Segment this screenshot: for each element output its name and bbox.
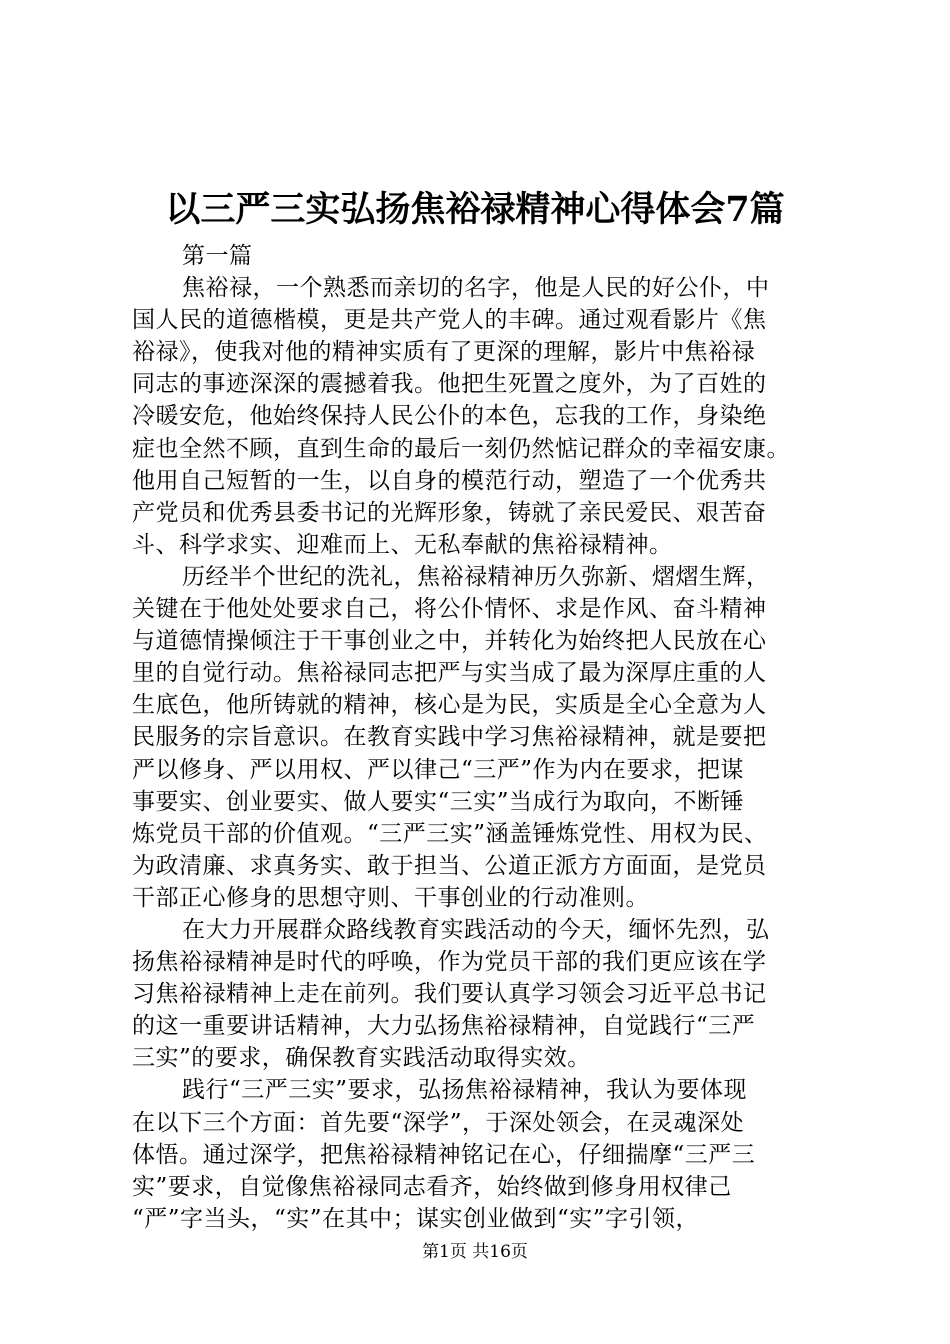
text-line: 历经半个世纪的洗礼，焦裕禄精神历久弥新、熠熠生辉， [182,563,770,590]
text-line: 同志的事迹深深的震撼着我。他把生死置之度外，为了百姓的 [132,371,767,398]
text-line: 冷暖安危，他始终保持人民公仆的本色，忘我的工作，身染绝 [132,403,767,430]
text-line: 习焦裕禄精神上走在前列。我们要认真学习领会习近平总书记 [132,981,767,1008]
text-line: 体悟。通过深学，把焦裕禄精神铭记在心，仔细揣摩“三严三 [132,1141,756,1168]
text-line: 干部正心修身的思想守则、干事创业的行动准则。 [132,884,649,911]
text-line: 在以下三个方面：首先要“深学”，于深处领会，在灵魂深处 [132,1109,745,1136]
text-line: 里的自觉行动。焦裕禄同志把严与实当成了最为深厚庄重的人 [132,660,767,687]
text-line: 焦裕禄，一个熟悉而亲切的名字，他是人民的好公仆，中 [182,275,770,302]
text-line: 实”要求，自觉像焦裕禄同志看齐，始终做到修身用权律己 [132,1173,732,1200]
text-line: 炼党员干部的价值观。“三严三实”涵盖锤炼党性、用权为民、 [132,820,768,847]
text-line: “严”字当头，“实”在其中；谋实创业做到“实”字引领， [132,1205,700,1232]
text-line: 在大力开展群众路线教育实践活动的今天，缅怀先烈，弘 [182,916,770,943]
text-line: 国人民的道德楷模，更是共产党人的丰碑。通过观看影片《焦 [132,307,767,334]
text-line: 他用自己短暂的一生，以自身的模范行动，塑造了一个优秀共 [132,467,767,494]
text-line: 扬焦裕禄精神是时代的呼唤，作为党员干部的我们更应该在学 [132,949,767,976]
document-title: 以三严三实弘扬焦裕禄精神心得体会7篇 [165,189,785,230]
text-line: 第一篇 [182,243,253,269]
text-line: 斗、科学求实、迎难而上、无私奉献的焦裕禄精神。 [132,531,673,558]
text-line: 裕禄》，使我对他的精神实质有了更深的理解，影片中焦裕禄 [132,339,755,366]
text-line: 的这一重要讲话精神，大力弘扬焦裕禄精神，自觉践行“三严 [132,1013,756,1040]
text-line: 关键在于他处处要求自己，将公仆情怀、求是作风、奋斗精神 [132,596,767,623]
text-line: 事要实、创业要实、做人要实“三实”当成行为取向，不断锤 [132,788,745,815]
text-line: 三实”的要求，确保教育实践活动取得实效。 [132,1045,591,1072]
text-line: 与道德情操倾注于干事创业之中，并转化为始终把人民放在心 [132,628,767,655]
text-line: 为政清廉、求真务实、敢于担当、公道正派方方面面，是党员 [132,852,767,879]
text-line: 民服务的宗旨意识。在教育实践中学习焦裕禄精神，就是要把 [132,724,767,751]
document-body [132,240,832,1235]
text-line: 产党员和优秀县委书记的光辉形象，铸就了亲民爱民、艰苦奋 [132,499,767,526]
text-line: 践行“三严三实”要求，弘扬焦裕禄精神，我认为要体现 [182,1077,748,1104]
text-line: 严以修身、严以用权、严以律己“三严”作为内在要求，把谋 [132,756,745,783]
text-line: 症也全然不顾，直到生命的最后一刻仍然惦记群众的幸福安康。 [132,435,790,462]
text-line: 生底色，他所铸就的精神，核心是为民，实质是全心全意为人 [132,692,767,719]
page-footer: 第1页 共16页 [422,1242,528,1262]
